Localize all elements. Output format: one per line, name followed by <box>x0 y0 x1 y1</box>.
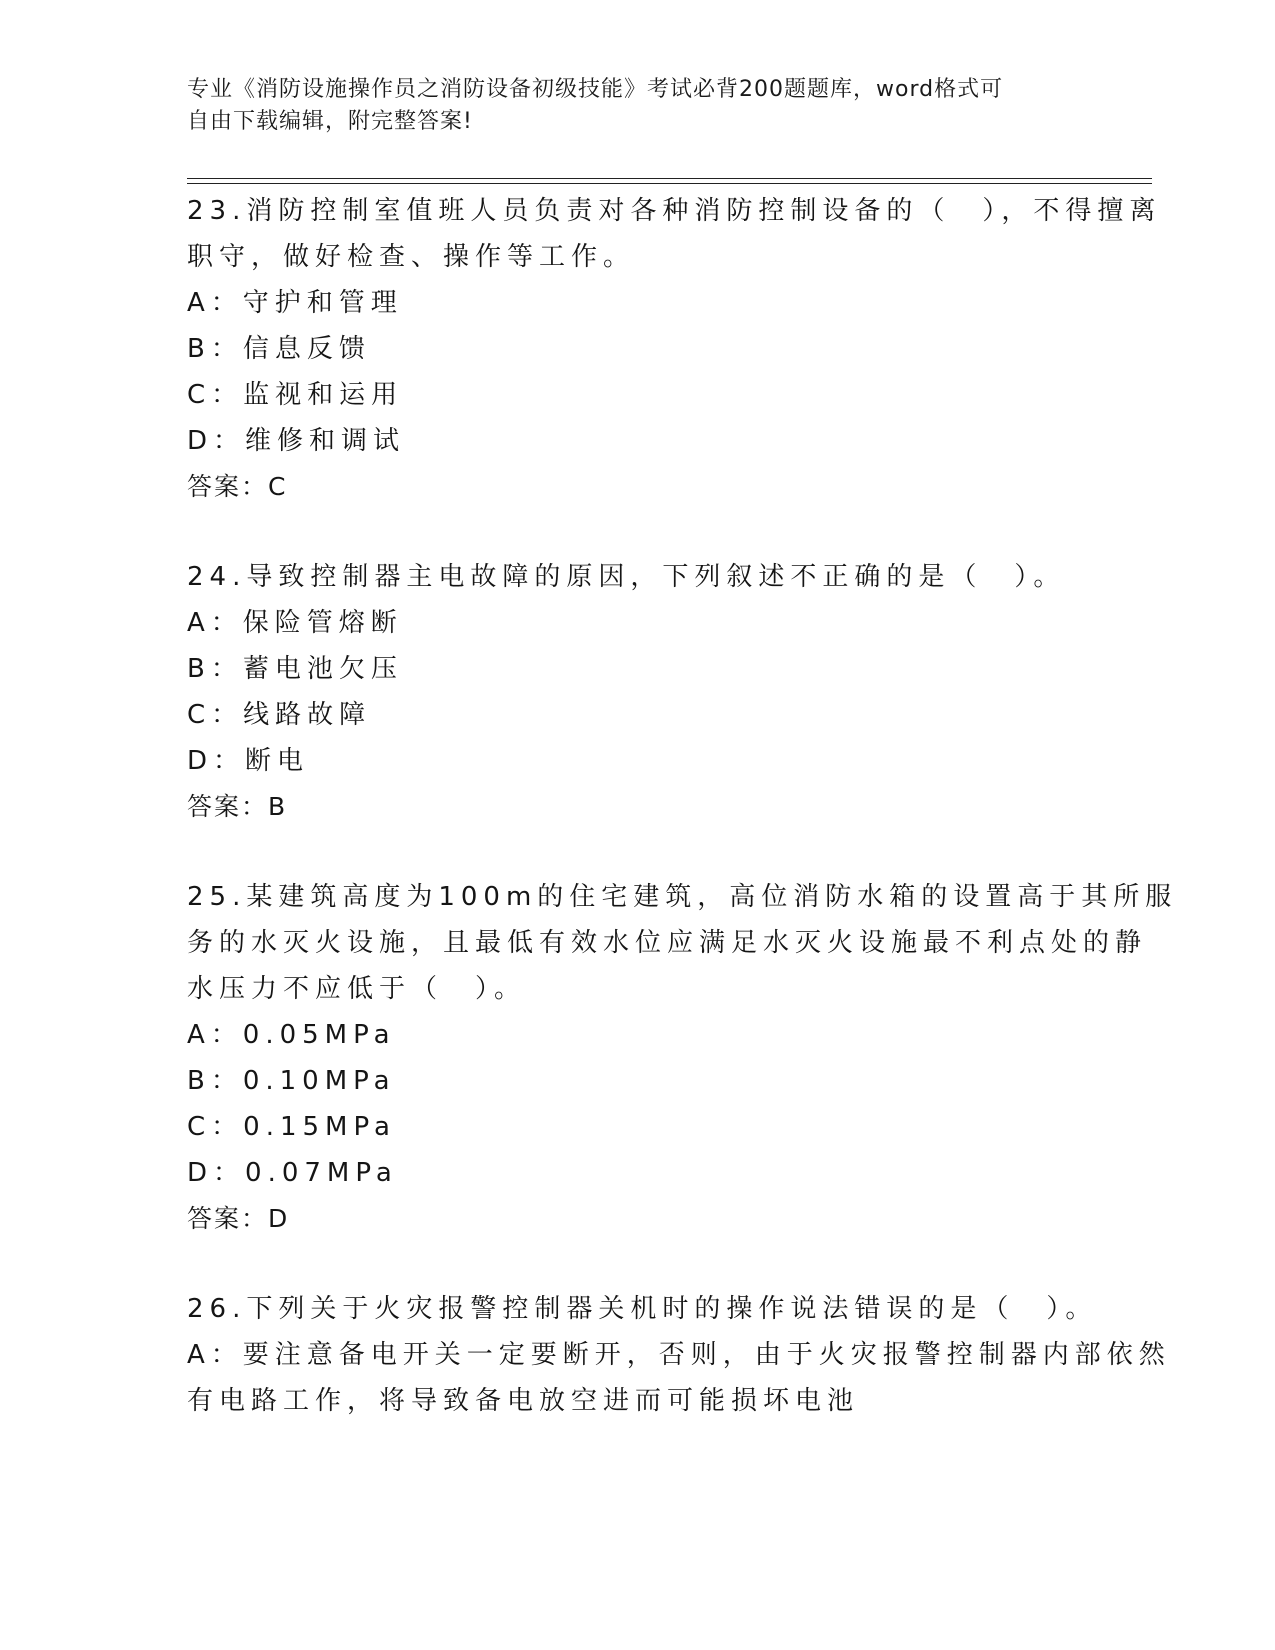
option-a: A：0.05MPa <box>187 1020 396 1050</box>
question-stem-line: 26.下列关于火灾报警控制器关机时的操作说法错误的是（ ）。 <box>187 1294 1098 1324</box>
option-c: C：监视和运用 <box>187 380 404 410</box>
option-d: D：0.07MPa <box>187 1158 398 1188</box>
question-24 <box>187 554 1087 830</box>
question-stem-line: 水压力不应低于（ ）。 <box>187 974 527 1004</box>
option-a-continued: 有电路工作，将导致备电放空进而可能损坏电池 <box>187 1386 860 1416</box>
question-26 <box>187 1286 1171 1424</box>
option-a: A：守护和管理 <box>187 288 403 318</box>
option-c: C：0.15MPa <box>187 1112 396 1142</box>
answer-label: 答案：C <box>187 472 288 501</box>
option-b: B：0.10MPa <box>187 1066 396 1096</box>
header-line-2: 自由下载编辑，附完整答案! <box>187 109 473 134</box>
option-b: B：信息反馈 <box>187 334 371 364</box>
question-stem-line: 务的水灭火设施，且最低有效水位应满足水灭火设施最不利点处的静 <box>187 928 1148 958</box>
header-divider-top <box>187 178 1152 179</box>
document-header <box>187 74 1067 138</box>
option-a: A：保险管熔断 <box>187 608 403 638</box>
question-25 <box>187 874 1178 1242</box>
question-stem-line: 23.消防控制室值班人员负责对各种消防控制设备的（ ），不得擅离 <box>187 196 1162 226</box>
question-23 <box>187 188 1162 510</box>
answer-label: 答案：B <box>187 792 288 821</box>
option-a: A：要注意备电开关一定要断开，否则，由于火灾报警控制器内部依然 <box>187 1340 1171 1370</box>
option-d: D：断电 <box>187 746 310 776</box>
option-c: C：线路故障 <box>187 700 372 730</box>
question-stem-line: 24.导致控制器主电故障的原因，下列叙述不正确的是（ ）。 <box>187 562 1066 592</box>
header-line-1: 专业《消防设施操作员之消防设备初级技能》考试必背200题题库，word格式可 <box>187 77 1004 102</box>
question-stem-line: 25.某建筑高度为100m的住宅建筑，高位消防水箱的设置高于其所服 <box>187 882 1178 912</box>
option-d: D：维修和调试 <box>187 426 406 456</box>
header-divider-bottom <box>187 183 1152 184</box>
question-stem-line: 职守，做好检查、操作等工作。 <box>187 242 636 272</box>
answer-label: 答案：D <box>187 1204 290 1233</box>
option-b: B：蓄电池欠压 <box>187 654 403 684</box>
